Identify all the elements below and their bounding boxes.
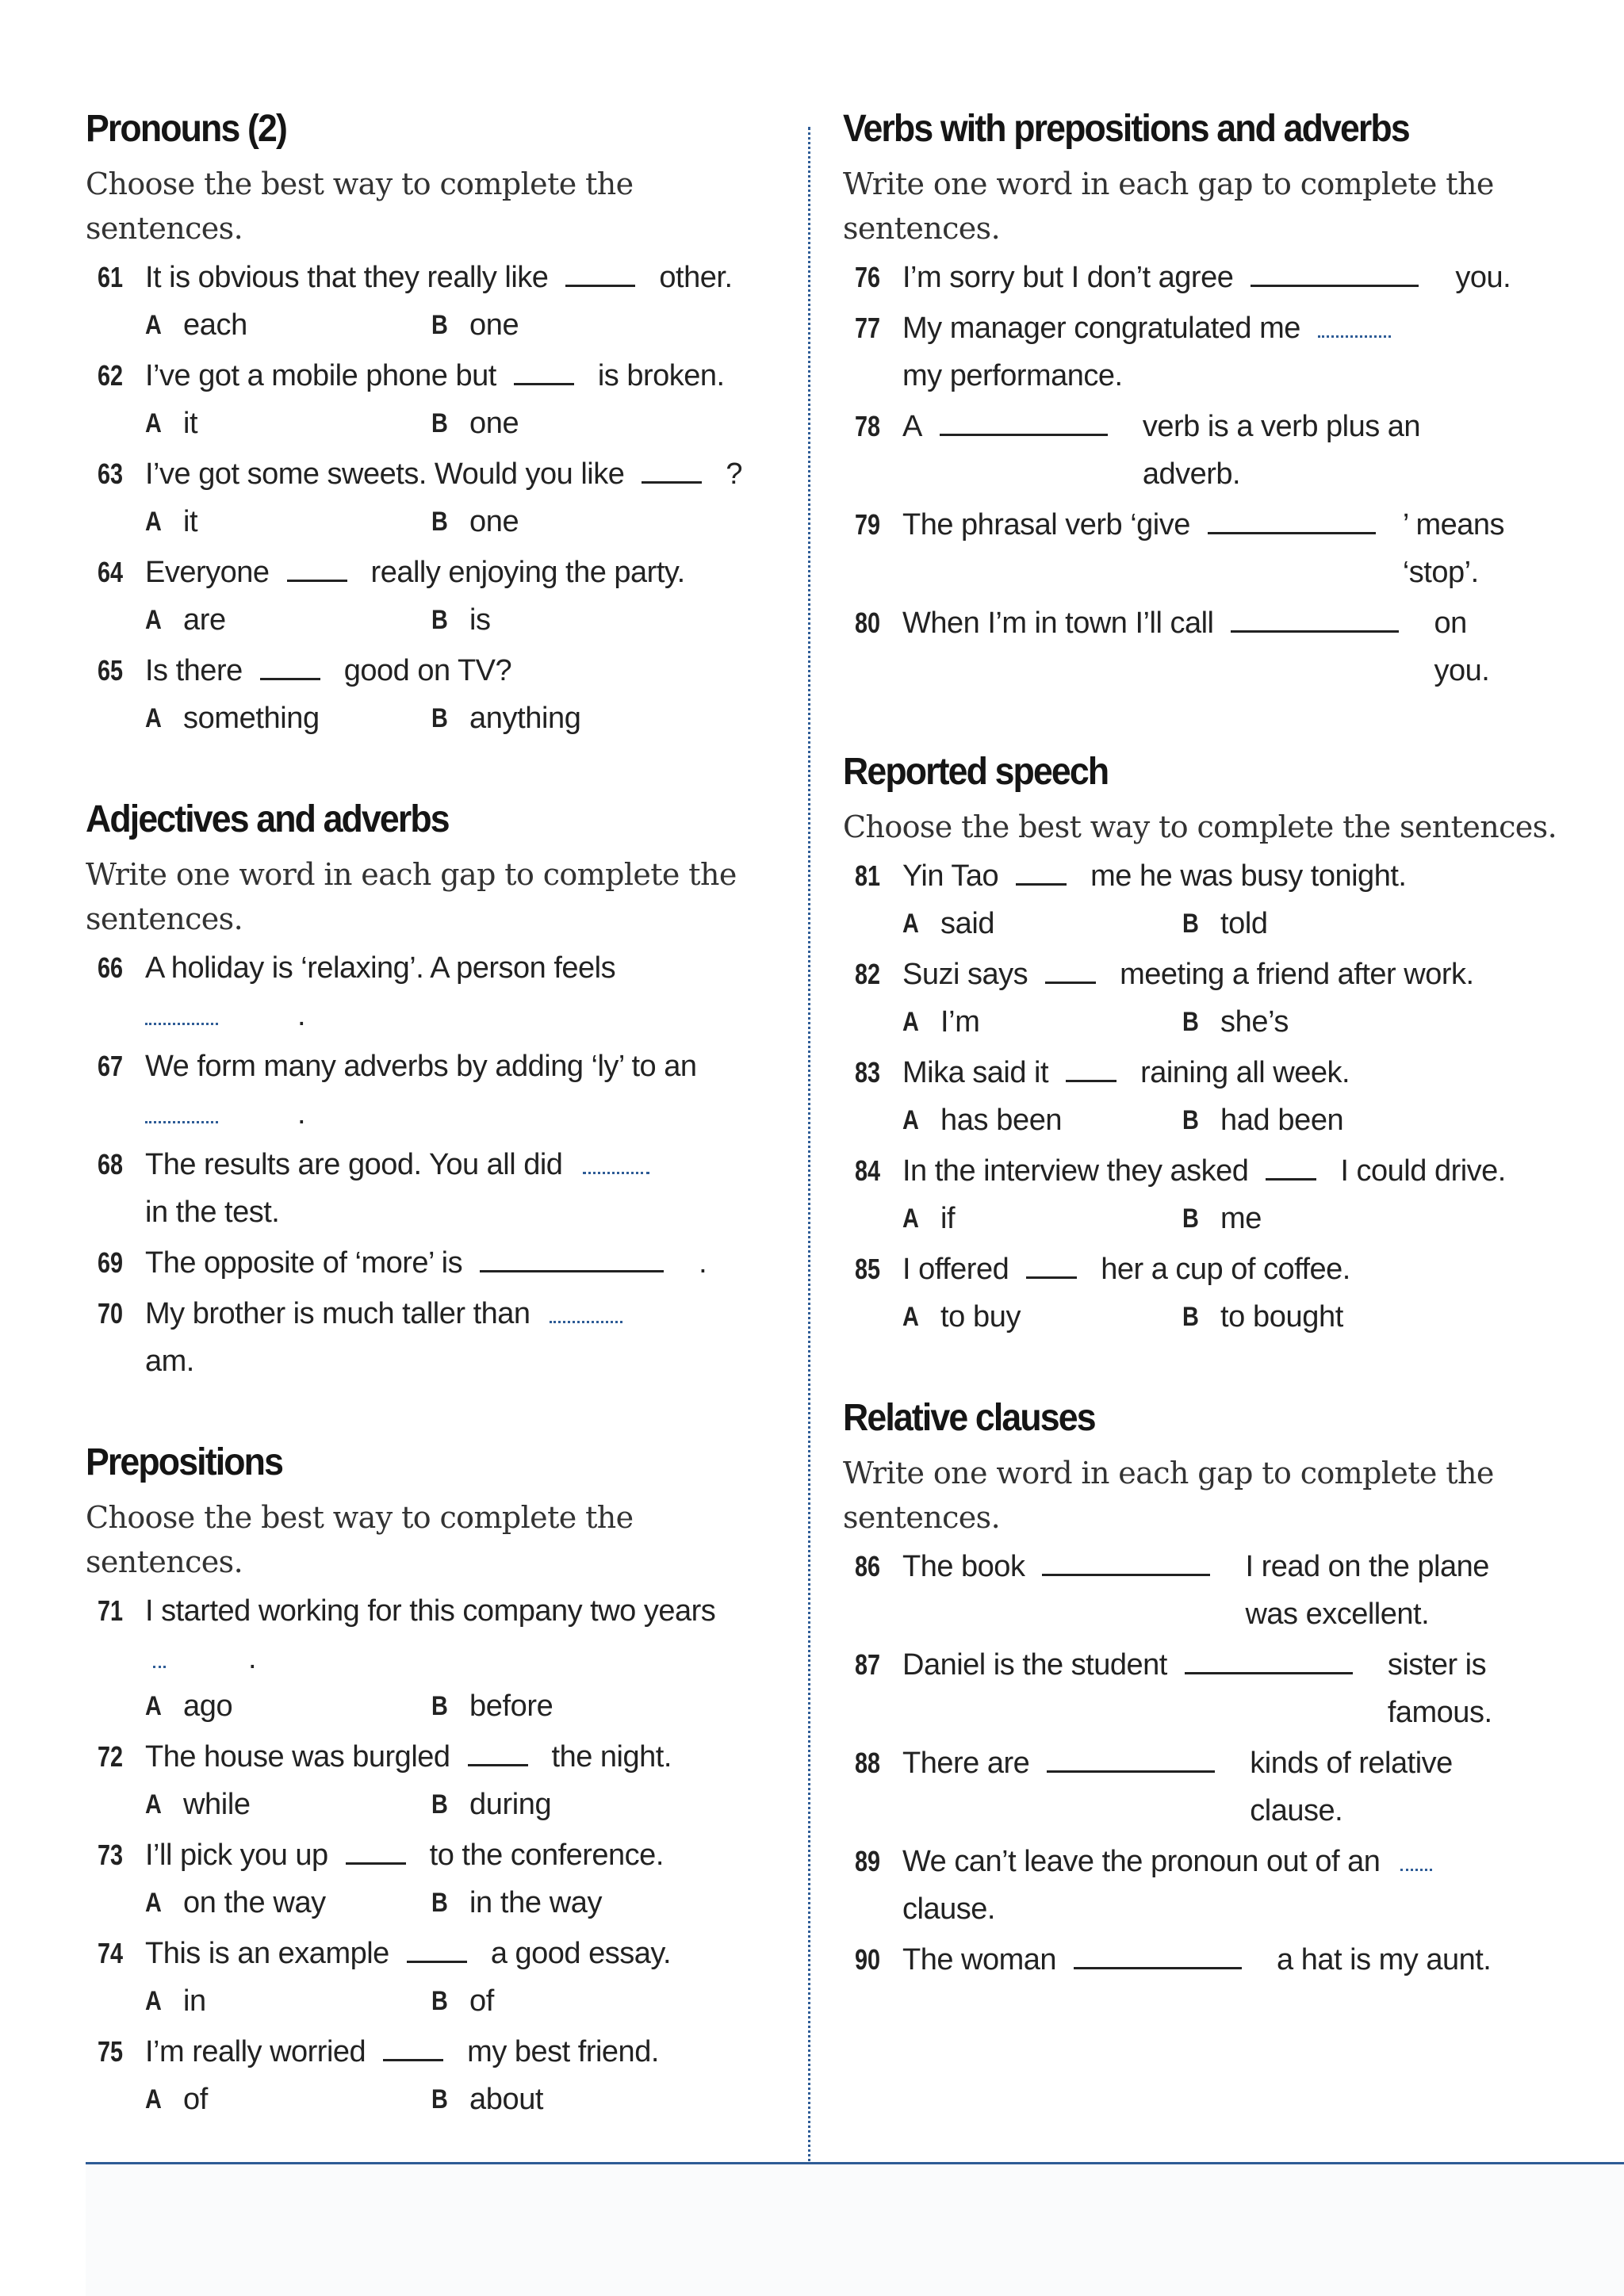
question-text-end: my best friend.	[467, 2035, 659, 2068]
option-text: to buy	[940, 1299, 1021, 1334]
answer-gap[interactable]	[642, 453, 702, 484]
question-text: When I’m in town I’ll call	[902, 607, 1214, 640]
option-a[interactable]	[902, 1104, 1182, 1138]
option-b[interactable]	[431, 1689, 553, 1724]
question-84	[843, 1147, 1588, 1195]
answer-gap[interactable]	[407, 1932, 467, 1963]
question-text-end: sister is famous.	[1387, 1648, 1492, 1729]
option-text: has been	[940, 1103, 1063, 1137]
answer-gap[interactable]	[1074, 1938, 1242, 1969]
question-number: 70	[98, 1297, 124, 1330]
option-text: ago	[183, 1689, 233, 1723]
question-text-end: in the test.	[145, 1196, 280, 1229]
options-85	[843, 1293, 1588, 1341]
question-61	[86, 254, 799, 301]
option-letter: B	[1182, 1104, 1199, 1135]
answer-gap[interactable]	[940, 405, 1108, 436]
answer-gap[interactable]	[1026, 1248, 1077, 1279]
question-text: My brother is much taller than	[145, 1297, 530, 1330]
question-text: In the interview they asked	[902, 1154, 1249, 1188]
question-number: 61	[98, 261, 124, 293]
section-title: Relative clauses	[843, 1397, 1095, 1439]
question-text-end: am.	[145, 1345, 194, 1378]
question-text: The phrasal verb ‘give	[902, 508, 1190, 541]
question-text: I’m sorry but I don’t agree	[902, 261, 1234, 294]
option-letter: B	[431, 309, 448, 340]
question-text-end: I read on the plane was excellent.	[1245, 1550, 1489, 1631]
answer-gap[interactable]	[260, 649, 320, 680]
question-number: 66	[98, 951, 124, 984]
option-a[interactable]	[145, 308, 431, 342]
option-b[interactable]	[431, 1984, 494, 2019]
option-letter: B	[1182, 1203, 1199, 1234]
question-number: 89	[855, 1845, 881, 1877]
question-text-end: a good essay.	[490, 1937, 672, 1970]
question-text-end: is broken.	[597, 359, 725, 392]
option-text: in	[183, 1984, 206, 2018]
answer-gap[interactable]	[153, 1642, 166, 1668]
section-instruction: Write one word in each gap to complete the sentences.	[843, 166, 1494, 246]
answer-gap[interactable]	[1185, 1644, 1353, 1674]
option-text: is	[469, 603, 491, 637]
option-b[interactable]	[431, 505, 519, 539]
option-text: before	[469, 1689, 553, 1723]
option-text: of	[469, 1984, 494, 2018]
section-title: Prepositions	[86, 1441, 283, 1483]
question-text: Is there	[145, 654, 243, 687]
option-letter: A	[902, 1301, 919, 1332]
question-number: 86	[855, 1550, 881, 1582]
question-number: 83	[855, 1056, 881, 1089]
section-reported-speech	[843, 750, 1588, 1341]
option-b[interactable]	[1182, 1202, 1262, 1236]
option-letter: A	[145, 1887, 162, 1918]
section-prepositions	[86, 1441, 799, 2123]
option-letter: A	[902, 908, 919, 939]
question-text-end: clause.	[902, 1892, 995, 1926]
question-text-end: .	[297, 1097, 306, 1131]
question-number: 77	[855, 312, 881, 344]
option-text: one	[469, 308, 519, 342]
option-b[interactable]	[1182, 1300, 1343, 1334]
option-text: if	[940, 1201, 956, 1235]
option-text: it	[183, 406, 198, 440]
question-number: 65	[98, 654, 124, 687]
option-text: something	[183, 701, 320, 735]
question-text-end: .	[699, 1246, 707, 1280]
option-letter: A	[145, 408, 162, 438]
question-number: 63	[98, 457, 124, 490]
footer-area	[86, 2164, 1624, 2296]
question-text: The results are good. You all did	[145, 1148, 563, 1181]
question-74	[86, 1930, 799, 1977]
option-letter: A	[145, 702, 162, 733]
question-text-end: my performance.	[902, 359, 1123, 392]
option-letter: A	[902, 1006, 919, 1037]
question-text: The woman	[902, 1943, 1057, 1976]
question-71	[86, 1587, 799, 1682]
options-75	[86, 2076, 799, 2123]
option-text: one	[469, 504, 519, 538]
question-number: 84	[855, 1154, 881, 1187]
option-letter: B	[431, 2084, 448, 2114]
options-64	[86, 596, 799, 644]
option-letter: A	[145, 1690, 162, 1721]
question-number: 64	[98, 556, 124, 588]
option-b[interactable]	[431, 308, 519, 342]
answer-gap[interactable]	[565, 256, 635, 287]
options-74	[86, 1977, 799, 2025]
question-text-end: .	[248, 1642, 257, 1675]
question-text: Daniel is the student	[902, 1648, 1167, 1682]
question-text-end: ?	[726, 457, 743, 491]
option-letter: B	[1182, 908, 1199, 939]
option-letter: B	[431, 1887, 448, 1918]
question-text-end: raining all week.	[1140, 1056, 1350, 1089]
question-87	[843, 1641, 1588, 1736]
question-text: Mika said it	[902, 1056, 1049, 1089]
section-instruction: Choose the best way to complete the sentences.	[86, 1500, 634, 1579]
question-number: 72	[98, 1740, 124, 1773]
options-63	[86, 498, 799, 545]
option-text: while	[183, 1787, 251, 1821]
question-67	[86, 1043, 799, 1138]
option-letter: B	[431, 1985, 448, 2016]
question-72	[86, 1733, 799, 1781]
option-a[interactable]	[145, 2083, 431, 2117]
question-89	[843, 1838, 1588, 1933]
options-71	[86, 1682, 799, 1730]
option-text: during	[469, 1787, 552, 1821]
question-text: We form many adverbs by adding ‘ly’ to an	[145, 1050, 697, 1083]
question-text: I’m really worried	[145, 2035, 366, 2068]
answer-gap[interactable]	[480, 1242, 664, 1272]
question-64	[86, 549, 799, 596]
option-b[interactable]	[1182, 907, 1268, 941]
question-number: 68	[98, 1148, 124, 1181]
option-letter: B	[431, 1789, 448, 1820]
question-text: The opposite of ‘more’ is	[145, 1246, 463, 1280]
question-text-end: meeting a friend after work.	[1120, 958, 1474, 991]
option-a[interactable]	[902, 907, 1182, 941]
question-75	[86, 2028, 799, 2076]
question-text-end: verb is a verb plus an adverb.	[1142, 410, 1421, 491]
option-text: each	[183, 308, 247, 342]
answer-gap[interactable]	[383, 2030, 443, 2061]
question-text-end: ’ means ‘stop’.	[1402, 508, 1505, 589]
section-instruction: Choose the best way to complete the sentences.	[86, 166, 634, 246]
answer-gap[interactable]	[1208, 503, 1376, 534]
section-title: Reported speech	[843, 751, 1109, 793]
options-61	[86, 301, 799, 349]
option-text: to bought	[1220, 1299, 1343, 1334]
question-79	[843, 501, 1588, 596]
question-text: Everyone	[145, 556, 270, 589]
option-letter: A	[145, 1789, 162, 1820]
question-number: 71	[98, 1594, 124, 1627]
answer-gap[interactable]	[1251, 256, 1419, 287]
question-text-end: me he was busy tonight.	[1090, 859, 1407, 893]
option-letter: B	[431, 1690, 448, 1721]
left-column	[86, 107, 799, 2179]
answer-gap[interactable]	[1047, 1742, 1215, 1773]
question-text: Yin Tao	[902, 859, 999, 893]
answer-gap[interactable]	[583, 1148, 649, 1174]
options-83	[843, 1096, 1588, 1144]
options-73	[86, 1879, 799, 1927]
question-text-end: really enjoying the party.	[370, 556, 685, 589]
option-text: of	[183, 2082, 208, 2116]
question-text: The house was burgled	[145, 1740, 450, 1774]
option-letter: B	[431, 408, 448, 438]
answer-gap[interactable]	[346, 1834, 406, 1865]
question-text: I’ve got a mobile phone but	[145, 359, 496, 392]
question-number: 88	[855, 1747, 881, 1779]
option-a[interactable]	[145, 505, 431, 539]
question-text: There are	[902, 1747, 1030, 1780]
option-a[interactable]	[145, 1689, 431, 1724]
section-adjectives-adverbs	[86, 798, 799, 1385]
option-a[interactable]	[902, 1005, 1182, 1039]
section-title: Adjectives and adverbs	[86, 798, 449, 840]
option-letter: B	[431, 702, 448, 733]
question-73	[86, 1831, 799, 1879]
question-86	[843, 1543, 1588, 1638]
option-letter: B	[1182, 1301, 1199, 1332]
question-text: This is an example	[145, 1937, 389, 1970]
answer-gap[interactable]	[1016, 855, 1067, 886]
question-number: 78	[855, 410, 881, 442]
option-text: one	[469, 406, 519, 440]
question-text-end: the night.	[551, 1740, 672, 1774]
option-letter: B	[431, 604, 448, 635]
question-number: 80	[855, 607, 881, 639]
option-text: said	[940, 906, 995, 940]
question-number: 74	[98, 1937, 124, 1969]
question-number: 73	[98, 1839, 124, 1871]
question-number: 76	[855, 261, 881, 293]
option-b[interactable]	[1182, 1005, 1289, 1039]
option-text: me	[1220, 1201, 1262, 1235]
question-text: The book	[902, 1550, 1025, 1583]
option-letter: A	[902, 1203, 919, 1234]
option-text: anything	[469, 701, 581, 735]
option-letter: A	[145, 1985, 162, 2016]
options-81	[843, 900, 1588, 947]
question-number: 85	[855, 1253, 881, 1285]
question-number: 69	[98, 1246, 124, 1279]
question-text-end: you.	[1455, 261, 1511, 294]
answer-gap[interactable]	[1318, 312, 1391, 338]
question-90	[843, 1936, 1588, 1984]
section-verbs-prepositions-adverbs	[843, 107, 1588, 695]
question-82	[843, 951, 1588, 998]
question-text: A	[902, 410, 922, 443]
question-69	[86, 1239, 799, 1287]
section-title: Verbs with prepositions and adverbs	[843, 108, 1409, 150]
question-65	[86, 647, 799, 695]
option-a[interactable]	[145, 1788, 431, 1822]
question-text: It is obvious that they really like	[145, 261, 549, 294]
option-text: it	[183, 504, 198, 538]
question-70	[86, 1290, 799, 1385]
answer-gap[interactable]	[514, 354, 574, 385]
question-77	[843, 304, 1588, 400]
question-text-end: on you.	[1434, 607, 1490, 687]
question-number: 81	[855, 859, 881, 892]
question-text-end: good on TV?	[343, 654, 512, 687]
question-text: I offered	[902, 1253, 1009, 1286]
section-relative-clauses	[843, 1396, 1588, 1984]
right-column	[843, 107, 1588, 2039]
option-a[interactable]	[145, 603, 431, 637]
options-84	[843, 1195, 1588, 1242]
question-text: We can’t leave the pronoun out of an	[902, 1845, 1381, 1878]
option-text: are	[183, 603, 226, 637]
question-text: I’ll pick you up	[145, 1839, 328, 1872]
section-instruction: Choose the best way to complete the sentences.	[843, 809, 1557, 844]
question-text-end: a hat is my aunt.	[1277, 1943, 1492, 1976]
question-text-end: to the conference.	[429, 1839, 664, 1872]
option-letter: B	[1182, 1006, 1199, 1037]
question-text: I’ve got some sweets. Would you like	[145, 457, 625, 491]
answer-gap[interactable]	[550, 1297, 622, 1323]
answer-gap[interactable]	[145, 1097, 218, 1123]
question-76	[843, 254, 1588, 301]
question-88	[843, 1739, 1588, 1835]
option-letter: A	[145, 2084, 162, 2114]
question-number: 82	[855, 958, 881, 990]
option-text: I’m	[940, 1004, 980, 1039]
question-85	[843, 1246, 1588, 1293]
option-a[interactable]	[902, 1202, 1182, 1236]
question-78	[843, 403, 1588, 498]
question-62	[86, 352, 799, 400]
question-text-end: her a cup of coffee.	[1101, 1253, 1350, 1286]
question-text: Suzi says	[902, 958, 1028, 991]
option-letter: A	[145, 604, 162, 635]
option-text: told	[1220, 906, 1268, 940]
question-text-end: .	[297, 999, 306, 1032]
option-letter: B	[431, 506, 448, 537]
option-text: she’s	[1220, 1004, 1289, 1039]
option-a[interactable]	[145, 702, 431, 736]
question-number: 87	[855, 1648, 881, 1681]
option-b[interactable]	[431, 603, 491, 637]
option-b[interactable]	[1182, 1104, 1343, 1138]
options-82	[843, 998, 1588, 1046]
answer-gap[interactable]	[468, 1735, 528, 1766]
question-number: 79	[855, 508, 881, 541]
question-number: 75	[98, 2035, 124, 2068]
question-68	[86, 1141, 799, 1236]
option-a[interactable]	[902, 1300, 1182, 1334]
option-a[interactable]	[145, 1886, 431, 1920]
options-65	[86, 695, 799, 742]
answer-gap[interactable]	[1066, 1051, 1116, 1082]
answer-gap[interactable]	[287, 551, 347, 582]
answer-gap[interactable]	[1400, 1845, 1432, 1871]
question-text: My manager congratulated me	[902, 312, 1300, 345]
option-b[interactable]	[431, 1788, 551, 1822]
section-instruction: Write one word in each gap to complete the sentences.	[86, 857, 737, 936]
question-text: A holiday is ‘relaxing’. A person feels	[145, 951, 616, 985]
question-number: 62	[98, 359, 124, 392]
answer-gap[interactable]	[145, 999, 218, 1025]
options-62	[86, 400, 799, 447]
question-text-end: other.	[659, 261, 733, 294]
option-letter: A	[902, 1104, 919, 1135]
question-66	[86, 944, 799, 1039]
option-letter: A	[145, 506, 162, 537]
answer-gap[interactable]	[1045, 953, 1096, 984]
option-text: about	[469, 2082, 544, 2116]
question-text: I started working for this company two years	[145, 1594, 716, 1628]
option-a[interactable]	[145, 1984, 431, 2019]
option-text: in the way	[469, 1885, 603, 1919]
answer-gap[interactable]	[1042, 1545, 1210, 1576]
option-b[interactable]	[431, 1886, 602, 1920]
options-72	[86, 1781, 799, 1828]
option-b[interactable]	[431, 2083, 543, 2117]
question-text-end: I could drive.	[1340, 1154, 1506, 1188]
question-text-end: kinds of relative clause.	[1250, 1747, 1453, 1827]
column-divider	[808, 127, 810, 2296]
question-83	[843, 1049, 1588, 1096]
option-a[interactable]	[145, 407, 431, 441]
option-letter: A	[145, 309, 162, 340]
answer-gap[interactable]	[1231, 602, 1399, 633]
option-b[interactable]	[431, 407, 519, 441]
question-80	[843, 599, 1588, 695]
section-title: Pronouns (2)	[86, 108, 286, 150]
question-81	[843, 852, 1588, 900]
option-b[interactable]	[431, 702, 580, 736]
question-63	[86, 450, 799, 498]
section-instruction: Write one word in each gap to complete the sentences.	[843, 1456, 1494, 1535]
option-text: on the way	[183, 1885, 326, 1919]
section-pronouns	[86, 107, 799, 742]
option-text: had been	[1220, 1103, 1344, 1137]
answer-gap[interactable]	[1266, 1150, 1316, 1181]
question-number: 67	[98, 1050, 124, 1082]
question-number: 90	[855, 1943, 881, 1976]
